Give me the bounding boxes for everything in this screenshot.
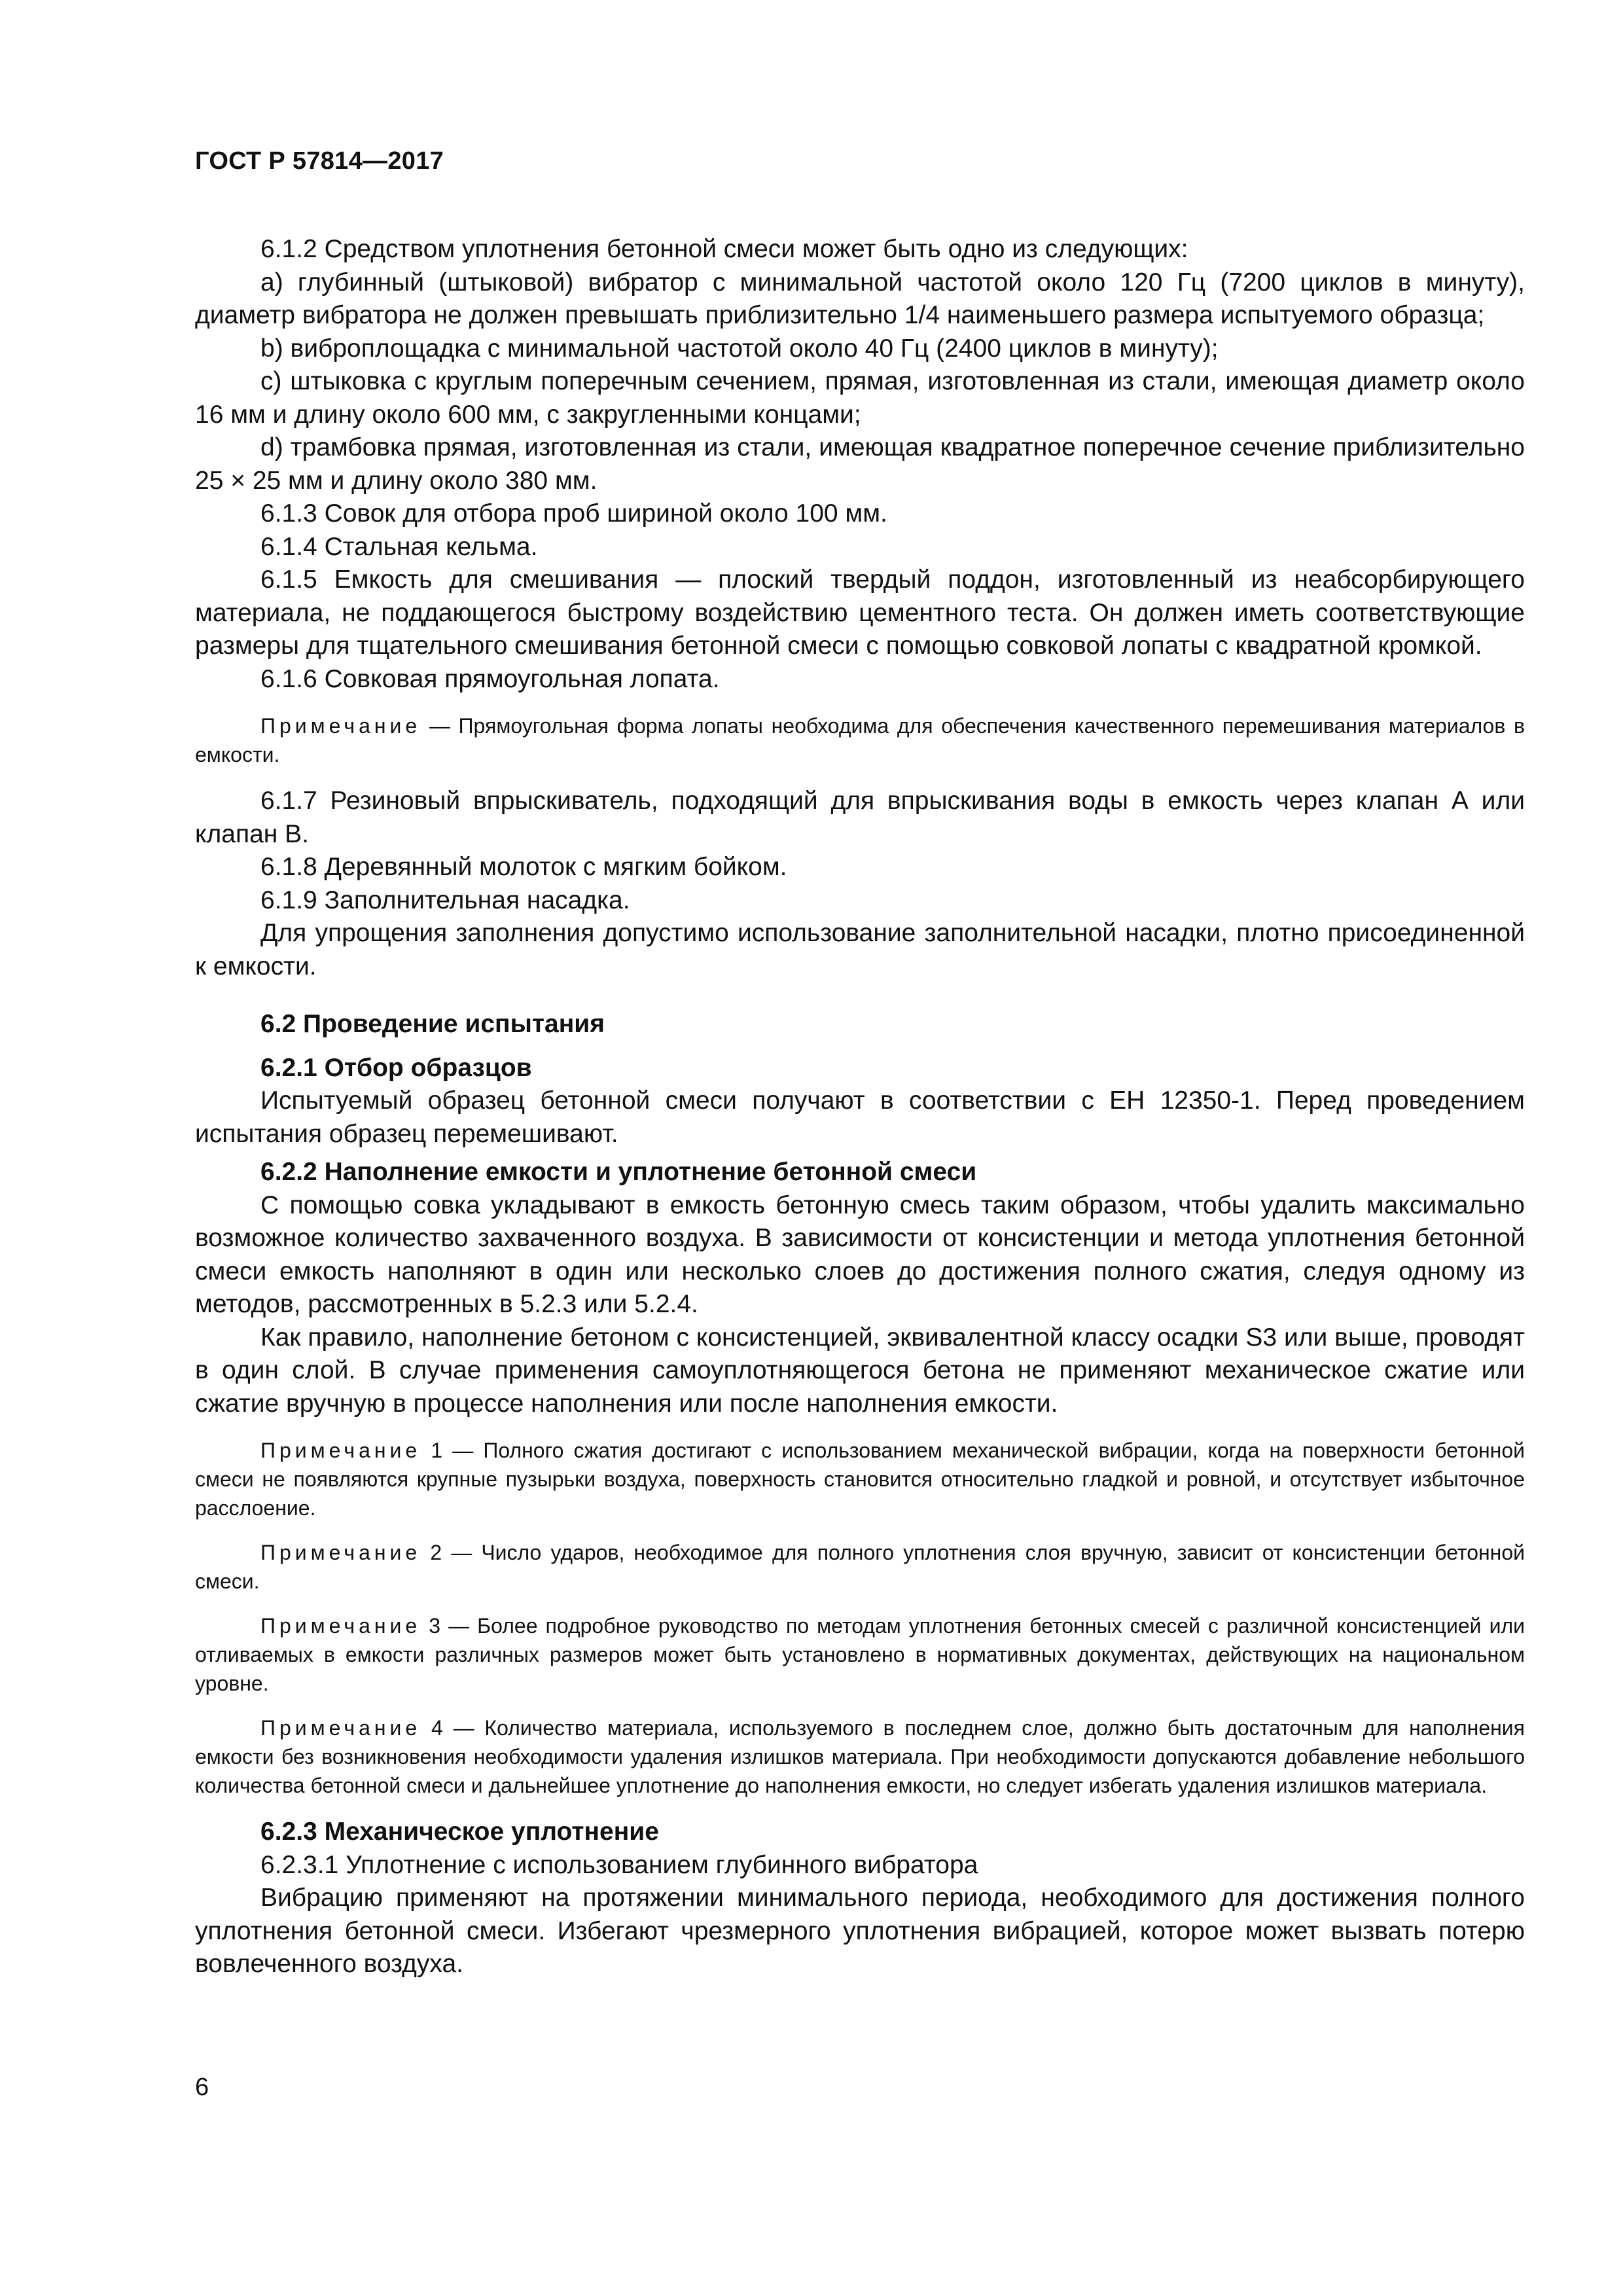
note-text: — Прямоугольная форма лопаты необходима для обеспечения качественного перемешивания материалов в емкости. xyxy=(195,714,1525,766)
section-heading-6-2-2: 6.2.2 Наполнение емкости и уплотнение бетонной смеси xyxy=(260,1158,977,1186)
note-text: 1 — Полного сжатия достигают с использованием механической вибрации, когда на поверхности бетонной смеси не появляются крупные пузырьки воздуха, поверхность становится относительно гладкой и ровной, и отсутствует избыточное расслоение. xyxy=(195,1439,1525,1520)
note-text: 4 — Количество материала, используемого в последнем слое, должно быть достаточным для наполнения емкости без возникновения необходимости удаления излишков материала. При необходимости допускаются добавление небольшого количества бетонной смеси и дальнейшее уплотнение до наполнения емкости, но следует избегать удаления излишков материала. xyxy=(195,1716,1525,1797)
paragraph-6-2-2-a: С помощью совка укладывают в емкость бетонную смесь таким образом, чтобы удалить максимально возможное количество захваченного воздуха. В зависимости от консистенции и метода уплотнения бетонной смеси емкость наполняют в один или несколько слоев до достижения полного сжатия, следуя одному из методов, рассмотренных в 5.2.3 или 5.2.4. xyxy=(195,1191,1525,1318)
page-number: 6 xyxy=(195,2073,209,2101)
note-1 xyxy=(195,1436,1525,1522)
paragraph-6-1-6: 6.1.6 Совковая прямоугольная лопата. xyxy=(260,664,720,693)
section-heading-6-2: 6.2 Проведение испытания xyxy=(260,1010,605,1038)
note-label: Примечание xyxy=(260,714,421,738)
paragraph-6-2-3-1-text: Вибрацию применяют на протяжении минимального периода, необходимого для достижения полного уплотнения бетонной смеси. Избегают чрезмерного уплотнения вибрацией, которое может вызвать потерю вовлеченного воздуха. xyxy=(195,1884,1525,1978)
paragraph-6-1-9-text: Для упрощения заполнения допустимо использование заполнительной насадки, плотно присоединенной к емкости. xyxy=(195,919,1525,980)
paragraph-6-1-2: 6.1.2 Средством уплотнения бетонной смеси может быть одно из следующих: xyxy=(260,235,1188,263)
note-label: Примечание xyxy=(260,1716,421,1740)
paragraph-6-1-2-b: b) виброплощадка с минимальной частотой около 40 Гц (2400 циклов в минуту); xyxy=(260,334,1219,363)
note-label: Примечание xyxy=(260,1614,421,1638)
paragraph-6-1-3: 6.1.3 Совок для отбора проб шириной около 100 мм. xyxy=(260,499,887,528)
note-label: Примечание xyxy=(260,1439,421,1462)
note-shovel xyxy=(195,711,1525,769)
paragraph-6-2-2-b: Как правило, наполнение бетоном с консистенцией, эквивалентной классу осадки S3 или выше, проводят в один слой. В случае применения самоуплотняющегося бетона не применяют механическое сжатие или сжатие вручную в процессе наполнения или после наполнения емкости. xyxy=(195,1323,1525,1418)
note-text: 2 — Число ударов, необходимое для полного уплотнения слоя вручную, зависит от консистенции бетонной смеси. xyxy=(195,1541,1525,1593)
section-heading-6-2-1: 6.2.1 Отбор образцов xyxy=(260,1053,532,1082)
paragraph-6-2-1: Испытуемый образец бетонной смеси получают в соответствии с ЕН 12350-1. Перед проведением испытания образец перемешивают. xyxy=(195,1086,1525,1148)
note-text: 3 — Более подробное руководство по методам уплотнения бетонных смесей с различной консистенцией или отливаемых в емкости различных размеров может быть установлено в нормативных документах, действующих на национальном уровне. xyxy=(195,1614,1525,1695)
paragraph-6-1-4: 6.1.4 Стальная кельма. xyxy=(260,532,538,561)
paragraph-6-1-2-d: d) трамбовка прямая, изготовленная из стали, имеющая квадратное поперечное сечение приблизительно 25 × 25 мм и длину около 380 мм. xyxy=(195,433,1525,495)
paragraph-6-1-2-a: а) глубинный (штыковой) вибратор с минимальной частотой около 120 Гц (7200 циклов в минуту), диаметр вибратора не должен превышать приблизительно 1/4 наименьшего размера испытуемого образца; xyxy=(195,268,1525,329)
paragraph-6-1-7: 6.1.7 Резиновый впрыскиватель, подходящий для впрыскивания воды в емкость через клапан А или клапан В. xyxy=(195,787,1525,848)
note-4 xyxy=(195,1713,1525,1800)
note-2 xyxy=(195,1538,1525,1596)
section-heading-6-2-3: 6.2.3 Механическое уплотнение xyxy=(260,1818,659,1846)
paragraph-6-1-5: 6.1.5 Емкость для смешивания — плоский твердый поддон, изготовленный из неабсорбирующего материала, не поддающегося быстрому воздействию цементного теста. Он должен иметь соответствующие размеры для тщательного смешивания бетонной смеси с помощью совковой лопаты с квадратной кромкой. xyxy=(195,565,1525,660)
document-body xyxy=(195,233,1525,1981)
paragraph-6-1-2-c: c) штыковка с круглым поперечным сечением, прямая, изготовленная из стали, имеющая диаметр около 16 мм и длину около 600 мм, с закругленными концами; xyxy=(195,367,1525,429)
paragraph-6-2-3-1: 6.2.3.1 Уплотнение с использованием глубинного вибратора xyxy=(260,1850,978,1879)
paragraph-6-1-9: 6.1.9 Заполнительная насадка. xyxy=(260,886,630,914)
note-label: Примечание xyxy=(260,1541,421,1564)
note-3 xyxy=(195,1611,1525,1698)
document-code-header: ГОСТ Р 57814—2017 xyxy=(195,147,444,175)
paragraph-6-1-8: 6.1.8 Деревянный молоток с мягким бойком. xyxy=(260,853,787,881)
